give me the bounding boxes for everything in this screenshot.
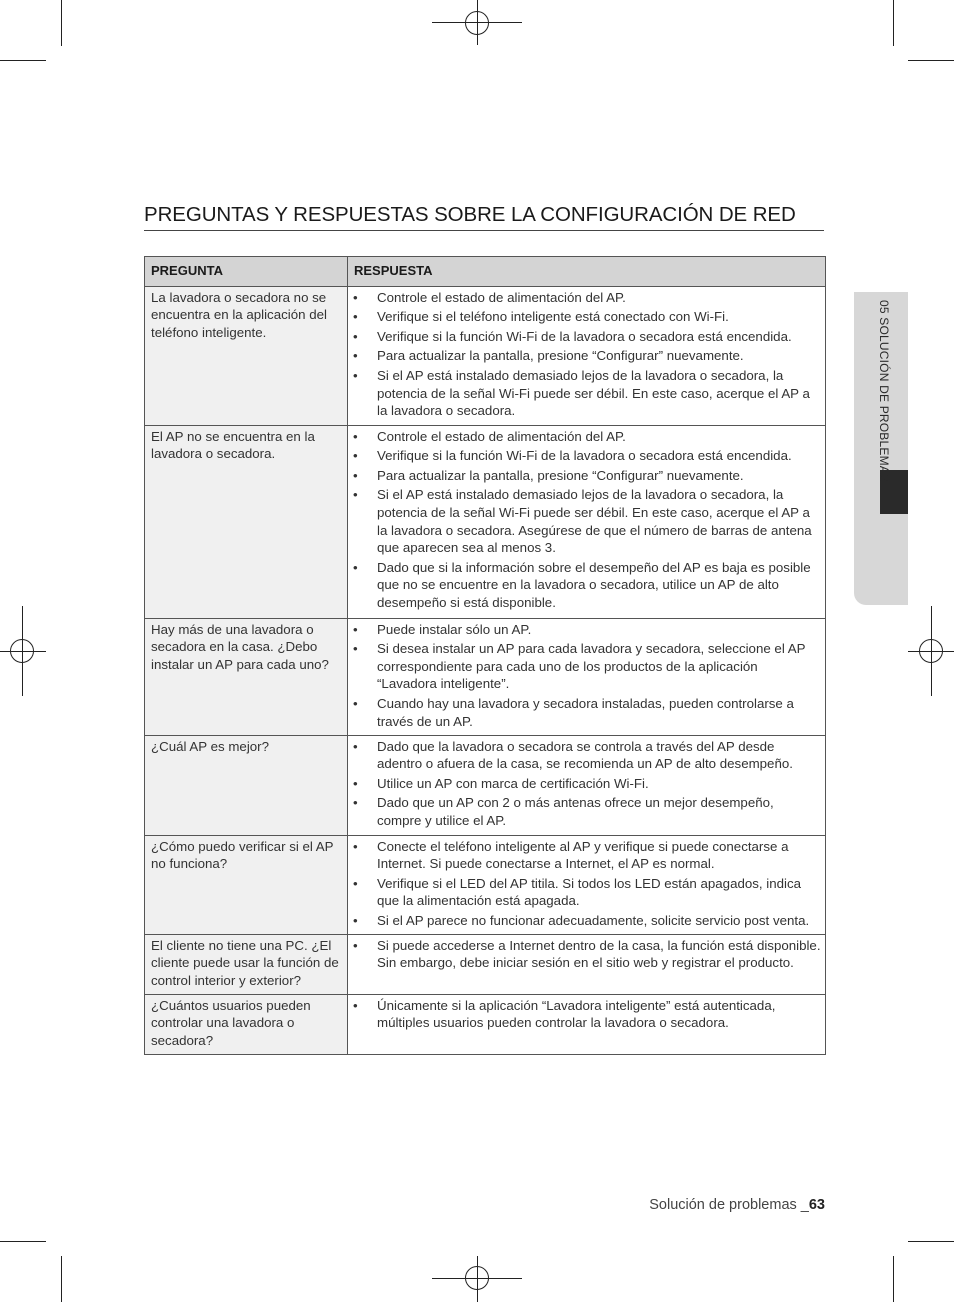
answer-cell: [348, 835, 826, 934]
answer-item: • Dado que la lavadora o secadora se controla a través del AP desde adentro o afuera de la casa, se recomienda un AP de alto desempeño.: [352, 738, 821, 773]
crop-mark: [61, 1256, 62, 1302]
answer-item: • Si puede accederse a Internet dentro de la casa, la función está disponible. Sin embargo, debe iniciar sesión en el sitio web y registrar el producto.: [352, 937, 821, 972]
chapter-tab-label: 05 SOLUCIÓN DE PROBLEMAS: [877, 300, 891, 483]
question-cell: ¿Cuál AP es mejor?: [145, 735, 348, 835]
table-row: [145, 835, 826, 934]
table-row: [145, 286, 826, 425]
column-header-question: PREGUNTA: [145, 257, 348, 287]
answer-cell: [348, 735, 826, 835]
answer-item: • Si desea instalar un AP para cada lavadora y secadora, seleccione el AP correspondiente para cada uno de los productos de la aplicación “Lavadora inteligente”.: [352, 640, 821, 693]
crop-mark: [0, 60, 46, 61]
answer-item: • Controle el estado de alimentación del AP.: [352, 289, 821, 307]
crop-mark: [908, 1241, 954, 1242]
answer-item: • Para actualizar la pantalla, presione “Configurar” nuevamente.: [352, 347, 821, 365]
answer-list: [352, 621, 821, 731]
answer-item: • Verifique si el teléfono inteligente está conectado con Wi-Fi.: [352, 308, 821, 326]
answer-list: [352, 738, 821, 830]
answer-cell: [348, 618, 826, 735]
answer-item: • Conecte el teléfono inteligente al AP y verifique si puede conectarse a Internet. Si puede conectarse a Internet, el AP es normal.: [352, 838, 821, 873]
page-title: PREGUNTAS Y RESPUESTAS SOBRE LA CONFIGURACIÓN DE RED: [144, 203, 824, 231]
table-row: [145, 994, 826, 1054]
answer-cell: [348, 286, 826, 425]
answer-item: • Controle el estado de alimentación del AP.: [352, 428, 821, 446]
table-row: [145, 618, 826, 735]
answer-item: • Verifique si el LED del AP titila. Si todos los LED están apagados, indica que la alimentación está apagada.: [352, 875, 821, 910]
table-row: [145, 735, 826, 835]
question-cell: ¿Cómo puedo verificar si el AP no funciona?: [145, 835, 348, 934]
answer-item: • Si el AP parece no funcionar adecuadamente, solicite servicio post venta.: [352, 912, 821, 930]
column-header-answer: RESPUESTA: [348, 257, 826, 287]
question-cell: Hay más de una lavadora o secadora en la casa. ¿Debo instalar un AP para cada uno?: [145, 618, 348, 735]
question-cell: El AP no se encuentra en la lavadora o secadora.: [145, 425, 348, 618]
answer-item: • Si el AP está instalado demasiado lejos de la lavadora o secadora, la potencia de la señal Wi-Fi puede ser débil. En este caso, acerque el AP a la lavadora o secadora. Asegúrese de que el número de barras de antena que aparecen sea al menos 3.: [352, 486, 821, 556]
table-row: [145, 934, 826, 994]
qa-table: [144, 256, 826, 1055]
answer-item: • Dado que un AP con 2 o más antenas ofrece un mejor desempeño, compre y utilice el AP.: [352, 794, 821, 829]
question-cell: La lavadora o secadora no se encuentra en la aplicación del teléfono inteligente.: [145, 286, 348, 425]
answer-item: • Dado que si la información sobre el desempeño del AP es baja es posible que no se encuentre en la lavadora o secadora, utilice un AP de alto desempeño si está disponible.: [352, 559, 821, 612]
answer-list: [352, 838, 821, 930]
table-row: [145, 425, 826, 618]
crop-mark: [0, 1241, 46, 1242]
crop-mark: [893, 0, 894, 46]
question-cell: ¿Cuántos usuarios pueden controlar una lavadora o secadora?: [145, 994, 348, 1054]
page-footer: [649, 1197, 825, 1213]
answer-list: [352, 997, 821, 1032]
answer-cell: [348, 425, 826, 618]
table-header-row: [145, 257, 826, 287]
footer-section-label: Solución de problemas _: [649, 1197, 809, 1213]
answer-list: [352, 428, 821, 612]
answer-cell: [348, 994, 826, 1054]
answer-list: [352, 937, 821, 972]
answer-list: [352, 289, 821, 420]
crop-mark: [61, 0, 62, 46]
answer-item: • Si el AP está instalado demasiado lejos de la lavadora o secadora, la potencia de la señal Wi-Fi puede ser débil. En este caso, acerque el AP a la lavadora o secadora.: [352, 367, 821, 420]
answer-item: • Cuando hay una lavadora y secadora instaladas, pueden controlarse a través de un AP.: [352, 695, 821, 730]
crop-mark: [893, 1256, 894, 1302]
answer-item: • Para actualizar la pantalla, presione “Configurar” nuevamente.: [352, 467, 821, 485]
question-cell: El cliente no tiene una PC. ¿El cliente puede usar la función de control interior y exterior?: [145, 934, 348, 994]
answer-item: • Verifique si la función Wi-Fi de la lavadora o secadora está encendida.: [352, 328, 821, 346]
page-number: 63: [808, 1197, 825, 1213]
answer-item: • Utilice un AP con marca de certificación Wi-Fi.: [352, 775, 821, 793]
answer-item: • Únicamente si la aplicación “Lavadora inteligente” está autenticada, múltiples usuarios pueden controlar la lavadora o secadora.: [352, 997, 821, 1032]
answer-item: • Verifique si la función Wi-Fi de la lavadora o secadora está encendida.: [352, 447, 821, 465]
crop-mark: [908, 60, 954, 61]
answer-item: • Puede instalar sólo un AP.: [352, 621, 821, 639]
answer-cell: [348, 934, 826, 994]
